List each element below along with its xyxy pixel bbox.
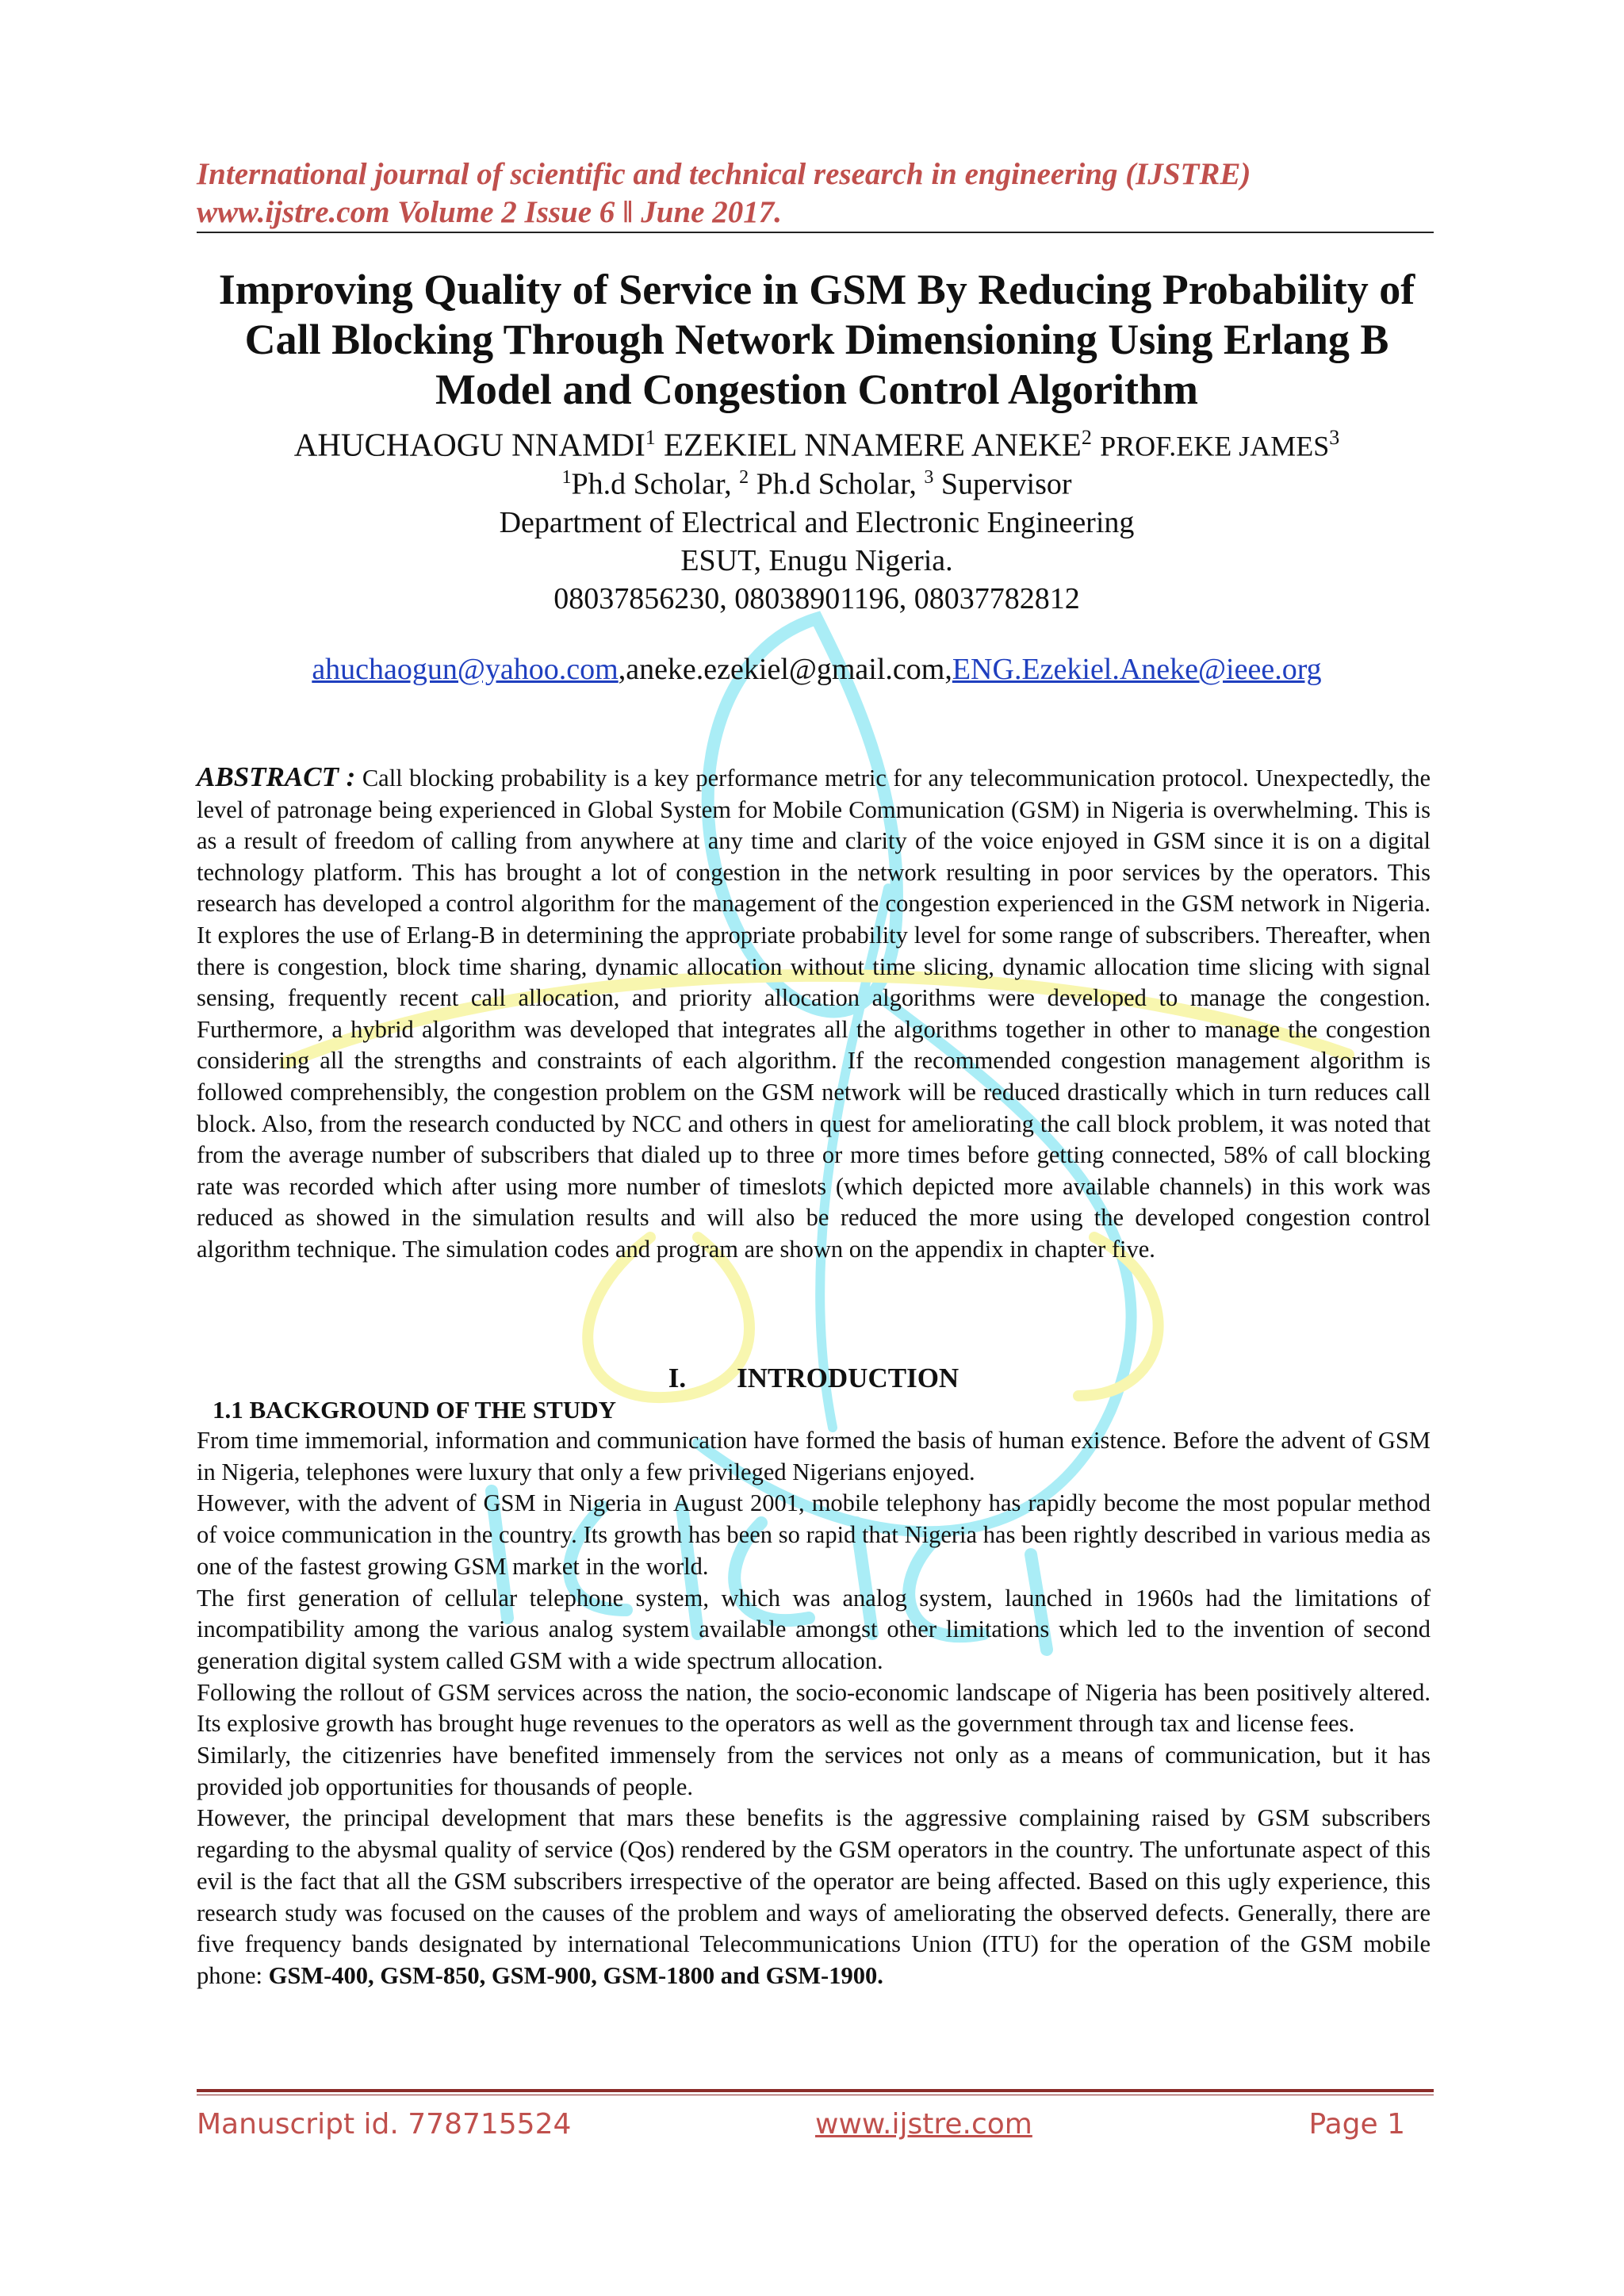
author-3-sup: 3 — [1329, 426, 1340, 449]
university: ESUT, Enugu Nigeria. — [680, 543, 953, 577]
section-heading — [197, 1361, 1431, 1396]
section-title: INTRODUCTION — [737, 1363, 959, 1393]
author-2: EZEKIEL NNAMERE ANEKE — [663, 426, 1082, 463]
title-line-2: Call Blocking Through Network Dimensioning Using Erlang B — [244, 316, 1389, 363]
author-2-sup: 2 — [1081, 426, 1092, 449]
header-divider — [197, 232, 1434, 233]
roles-line: $^1$Ph.d Scholar, $^2$ Ph.d Scholar, $^3$ Supervisor — [561, 467, 1072, 501]
section-number: I. — [668, 1363, 687, 1393]
paper-title — [182, 265, 1451, 415]
paragraph: From time immemorial, information and communication have formed the basis of human existence. Before the advent of GSM in Nigeria, telephones were luxury that only a few privileged Nigerians enjoyed. — [197, 1427, 1431, 1485]
email-plain: ,aneke.ezekiel@gmail.com, — [618, 653, 952, 686]
abstract-label: ABSTRACT : — [197, 761, 356, 792]
subsection-heading: 1.1 BACKGROUND OF THE STUDY — [213, 1396, 616, 1424]
paragraph: The first generation of cellular telephone system, which was analog system, launched in 1960s had the limitations of incompatibility among the various analog system available amongst other limitations which led to the invention of second generation digital system called GSM with a wide spectrum allocation. — [197, 1584, 1431, 1674]
author-1-sup: 1 — [645, 426, 656, 449]
phone-numbers: 08037856230, 08038901196, 08037782812 — [553, 581, 1080, 615]
page-number: Page 1 — [1308, 2108, 1405, 2141]
abstract-text: Call blocking probability is a key performance metric for any telecommunication protocol. Unexpectedly, the level of patronage being experienced in Global System for Mobile Communication (GSM) in Nigeria is overwhelming. This is as a result of freedom of calling from anywhere at any time and clarity of the voice enjoyed in GSM since it is on a digital technology platform. This has brought a lot of congestion in the network resulting in poor services by the operators. This research has developed a control algorithm for the management of the congestion experienced in the GSM network in Nigeria. It explores the use of Erlang-B in determining the appropriate probability level for some range of subscribers. Thereafter, when there is congestion, block time sharing, dynamic allocation without time slicing, dynamic allocation time slicing with signal sensing, frequently recent call allocation, and priority allocation algorithms were developed to manage the congestion. Furthermore, a hybrid algorithm was developed that integrates all the algorithms together in other to manage the congestion considering all the strengths and constraints of each algorithm. If the recommended congestion management algorithm is followed comprehensibly, the congestion problem on the GSM network will be reduced drastically which in turn reduces call block. Also, from the research conducted by NCC and others in quest for ameliorating the call block problem, it was noted that from the average number of subscribers that dialed up to three or more times before getting connected, 58% of call blocking rate was recorded which after using more number of timeslots (which depicted more available channels) in this work was reduced as showed in the simulation results and will also be reduced the more using the developed congestion control algorithm technique. The simulation codes and program are shown on the appendix in chapter five. — [197, 765, 1431, 1263]
journal-name: International journal of scientific and technical research in engineering (IJSTRE) — [197, 157, 1251, 191]
abstract — [197, 761, 1431, 1266]
affiliation-block — [182, 458, 1451, 618]
paragraph: However, the principal development that mars these benefits is the aggressive complaining raised by GSM subscribers regarding to the abysmal quality of service (Qos) rendered by the GSM operators in the country. The unfortunate aspect of this evil is the fact that all the GSM subscribers irrespective of the operator are being affected. Based on this ugly experience, this research study was focused on the causes of the problem and ways of ameliorating the observed defects. Generally, there are five frequency bands designated by international Telecommunications Union (ITU) for the operation of the GSM mobile phone: GSM-400, GSM-850, GSM-900, GSM-1800 and GSM-1900. — [197, 1804, 1431, 1989]
paragraph: Following the rollout of GSM services across the nation, the socio-economic landscape of Nigeria has been positively altered. Its explosive growth has brought huge revenues to the operators as well as the government through tax and license fees. — [197, 1678, 1431, 1738]
footer-site-link[interactable]: www.ijstre.com — [815, 2108, 1032, 2141]
paragraph: However, with the advent of GSM in Nigeria in August 2001, mobile telephony has rapidly become the most popular method of voice communication in the country. Its growth has been so rapid that Nigeria has been rightly described in various media as one of the fastest growing GSM market in the world. — [197, 1489, 1431, 1580]
author-3: PROF.EKE JAMES — [1100, 430, 1330, 462]
journal-issue: www.ijstre.com Volume 2 Issue 6 ǁ June 2017. — [197, 195, 782, 229]
footer-divider-thick — [197, 2089, 1434, 2092]
title-line-3: Model and Congestion Control Algorithm — [435, 366, 1199, 413]
author-1: AHUCHAOGU NNAMDI — [293, 426, 645, 463]
email-link-1[interactable]: ahuchaogun@yahoo.com — [312, 653, 619, 686]
journal-header — [197, 155, 1434, 232]
email-link-2[interactable]: ENG.Ezekiel.Aneke@ieee.org — [952, 653, 1322, 686]
department: Department of Electrical and Electronic Engineering — [499, 505, 1135, 539]
email-line — [182, 650, 1451, 688]
paragraph: Similarly, the citizenries have benefited immensely from the services not only as a means of communication, but it has provided job opportunities for thousands of people. — [197, 1742, 1431, 1800]
manuscript-id: Manuscript id. 778715524 — [197, 2108, 572, 2141]
frequency-bands: GSM-400, GSM-850, GSM-900, GSM-1800 and GSM-1900. — [268, 1961, 883, 1989]
title-line-1: Improving Quality of Service in GSM By Reducing Probability of — [218, 266, 1415, 313]
body-text — [197, 1425, 1431, 1992]
